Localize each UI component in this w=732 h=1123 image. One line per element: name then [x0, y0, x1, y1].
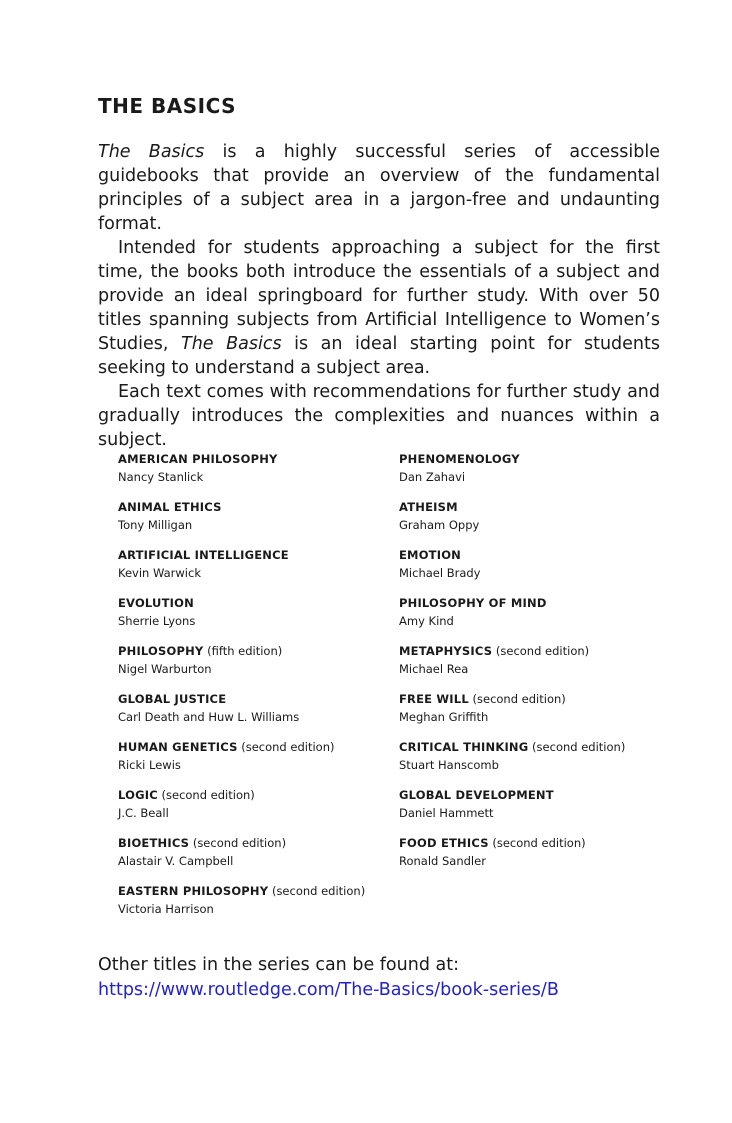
- footer-text: Other titles in the series can be found at:: [98, 955, 459, 975]
- book-entry: [399, 546, 625, 594]
- book-title: HUMAN GENETICS: [118, 740, 238, 754]
- book-author: Graham Oppy: [399, 518, 480, 532]
- intro-p2-pre: Intended for students approaching a subject for the first time, the books both introduce the essentials of a subject and provide an ideal springboard for further study. With over 50 titles spanning subjects from Artificial Intelligence to Women’s Studies,: [98, 238, 660, 354]
- book-title: FREE WILL: [399, 692, 469, 706]
- book-author: Dan Zahavi: [399, 470, 466, 484]
- book-entry: [118, 546, 365, 594]
- intro-p1-text: is a highly successful series of accessible guidebooks that provide an overview of the fundamental principles of a subject area in a jargon-free and undaunting format.: [98, 142, 661, 234]
- book-author: Meghan Griffith: [399, 710, 489, 724]
- book-edition: (second edition): [528, 740, 626, 754]
- book-entry: [118, 738, 365, 786]
- book-title: CRITICAL THINKING: [399, 740, 529, 754]
- book-edition: (fifth edition): [203, 644, 283, 658]
- book-author: Kevin Warwick: [118, 566, 201, 580]
- footer: [98, 953, 698, 1003]
- book-title: ARTIFICIAL INTELLIGENCE: [118, 548, 289, 562]
- series-description: [98, 140, 660, 452]
- book-title: PHILOSOPHY: [118, 644, 204, 658]
- book-author: J.C. Beall: [118, 806, 169, 820]
- intro-paragraph-3: Each text comes with recommendations for further study and gradually introduces the complexities and nuances within a subject.: [98, 382, 660, 450]
- book-entry: [399, 690, 625, 738]
- book-author: Stuart Hanscomb: [399, 758, 499, 772]
- book-edition: (second edition): [237, 740, 335, 754]
- book-entry: [399, 450, 625, 498]
- book-author: Victoria Harrison: [118, 902, 214, 916]
- book-entry: [399, 594, 625, 642]
- book-edition: (second edition): [492, 644, 590, 658]
- page-heading: THE BASICS: [98, 94, 237, 118]
- book-title: ATHEISM: [399, 500, 458, 514]
- book-entry: [118, 882, 365, 930]
- series-name-italic: The Basics: [98, 142, 205, 162]
- intro-paragraph-2: [98, 236, 660, 380]
- book-author: Nigel Warburton: [118, 662, 212, 676]
- book-author: Carl Death and Huw L. Williams: [118, 710, 300, 724]
- book-author: Ronald Sandler: [399, 854, 486, 868]
- book-entry: [118, 786, 365, 834]
- book-title: PHILOSOPHY OF MIND: [399, 596, 547, 610]
- book-entry: [118, 690, 365, 738]
- book-entry: [399, 834, 625, 882]
- book-title: METAPHYSICS: [399, 644, 493, 658]
- book-author: Alastair V. Campbell: [118, 854, 234, 868]
- book-edition: (second edition): [468, 692, 566, 706]
- book-edition: (second edition): [157, 788, 255, 802]
- book-entry: [399, 738, 625, 786]
- book-title: EASTERN PHILOSOPHY: [118, 884, 269, 898]
- book-entry: [118, 642, 365, 690]
- book-entry: [118, 594, 365, 642]
- book-author: Ricki Lewis: [118, 758, 181, 772]
- book-title: FOOD ETHICS: [399, 836, 489, 850]
- book-title: LOGIC: [118, 788, 158, 802]
- titles-column-left: [118, 450, 365, 930]
- book-title: PHENOMENOLOGY: [399, 452, 520, 466]
- book-author: Nancy Stanlick: [118, 470, 204, 484]
- book-title: ANIMAL ETHICS: [118, 500, 222, 514]
- book-entry: [399, 786, 625, 834]
- book-entry: [399, 498, 625, 546]
- intro-paragraph-1: [98, 140, 660, 236]
- book-title: GLOBAL JUSTICE: [118, 692, 227, 706]
- book-entry: [399, 642, 625, 690]
- book-entry: [118, 450, 365, 498]
- book-title: EVOLUTION: [118, 596, 194, 610]
- book-author: Tony Milligan: [118, 518, 193, 532]
- book-entry: [118, 498, 365, 546]
- book-author: Michael Brady: [399, 566, 481, 580]
- book-entry: [118, 834, 365, 882]
- book-edition: (second edition): [268, 884, 366, 898]
- book-title: BIOETHICS: [118, 836, 190, 850]
- book-author: Michael Rea: [399, 662, 469, 676]
- book-edition: (second edition): [189, 836, 287, 850]
- book-title: EMOTION: [399, 548, 461, 562]
- book-author: Daniel Hammett: [399, 806, 494, 820]
- titles-column-right: [399, 450, 625, 882]
- book-edition: (second edition): [488, 836, 586, 850]
- series-name-italic: The Basics: [181, 334, 282, 354]
- series-link[interactable]: https://www.routledge.com/The-Basics/book-series/B: [98, 980, 559, 1000]
- book-title: AMERICAN PHILOSOPHY: [118, 452, 278, 466]
- book-author: Amy Kind: [399, 614, 454, 628]
- book-title: GLOBAL DEVELOPMENT: [399, 788, 554, 802]
- book-author: Sherrie Lyons: [118, 614, 196, 628]
- intro-p2-post: is an ideal starting point for students seeking to understand a subject area.: [98, 334, 661, 378]
